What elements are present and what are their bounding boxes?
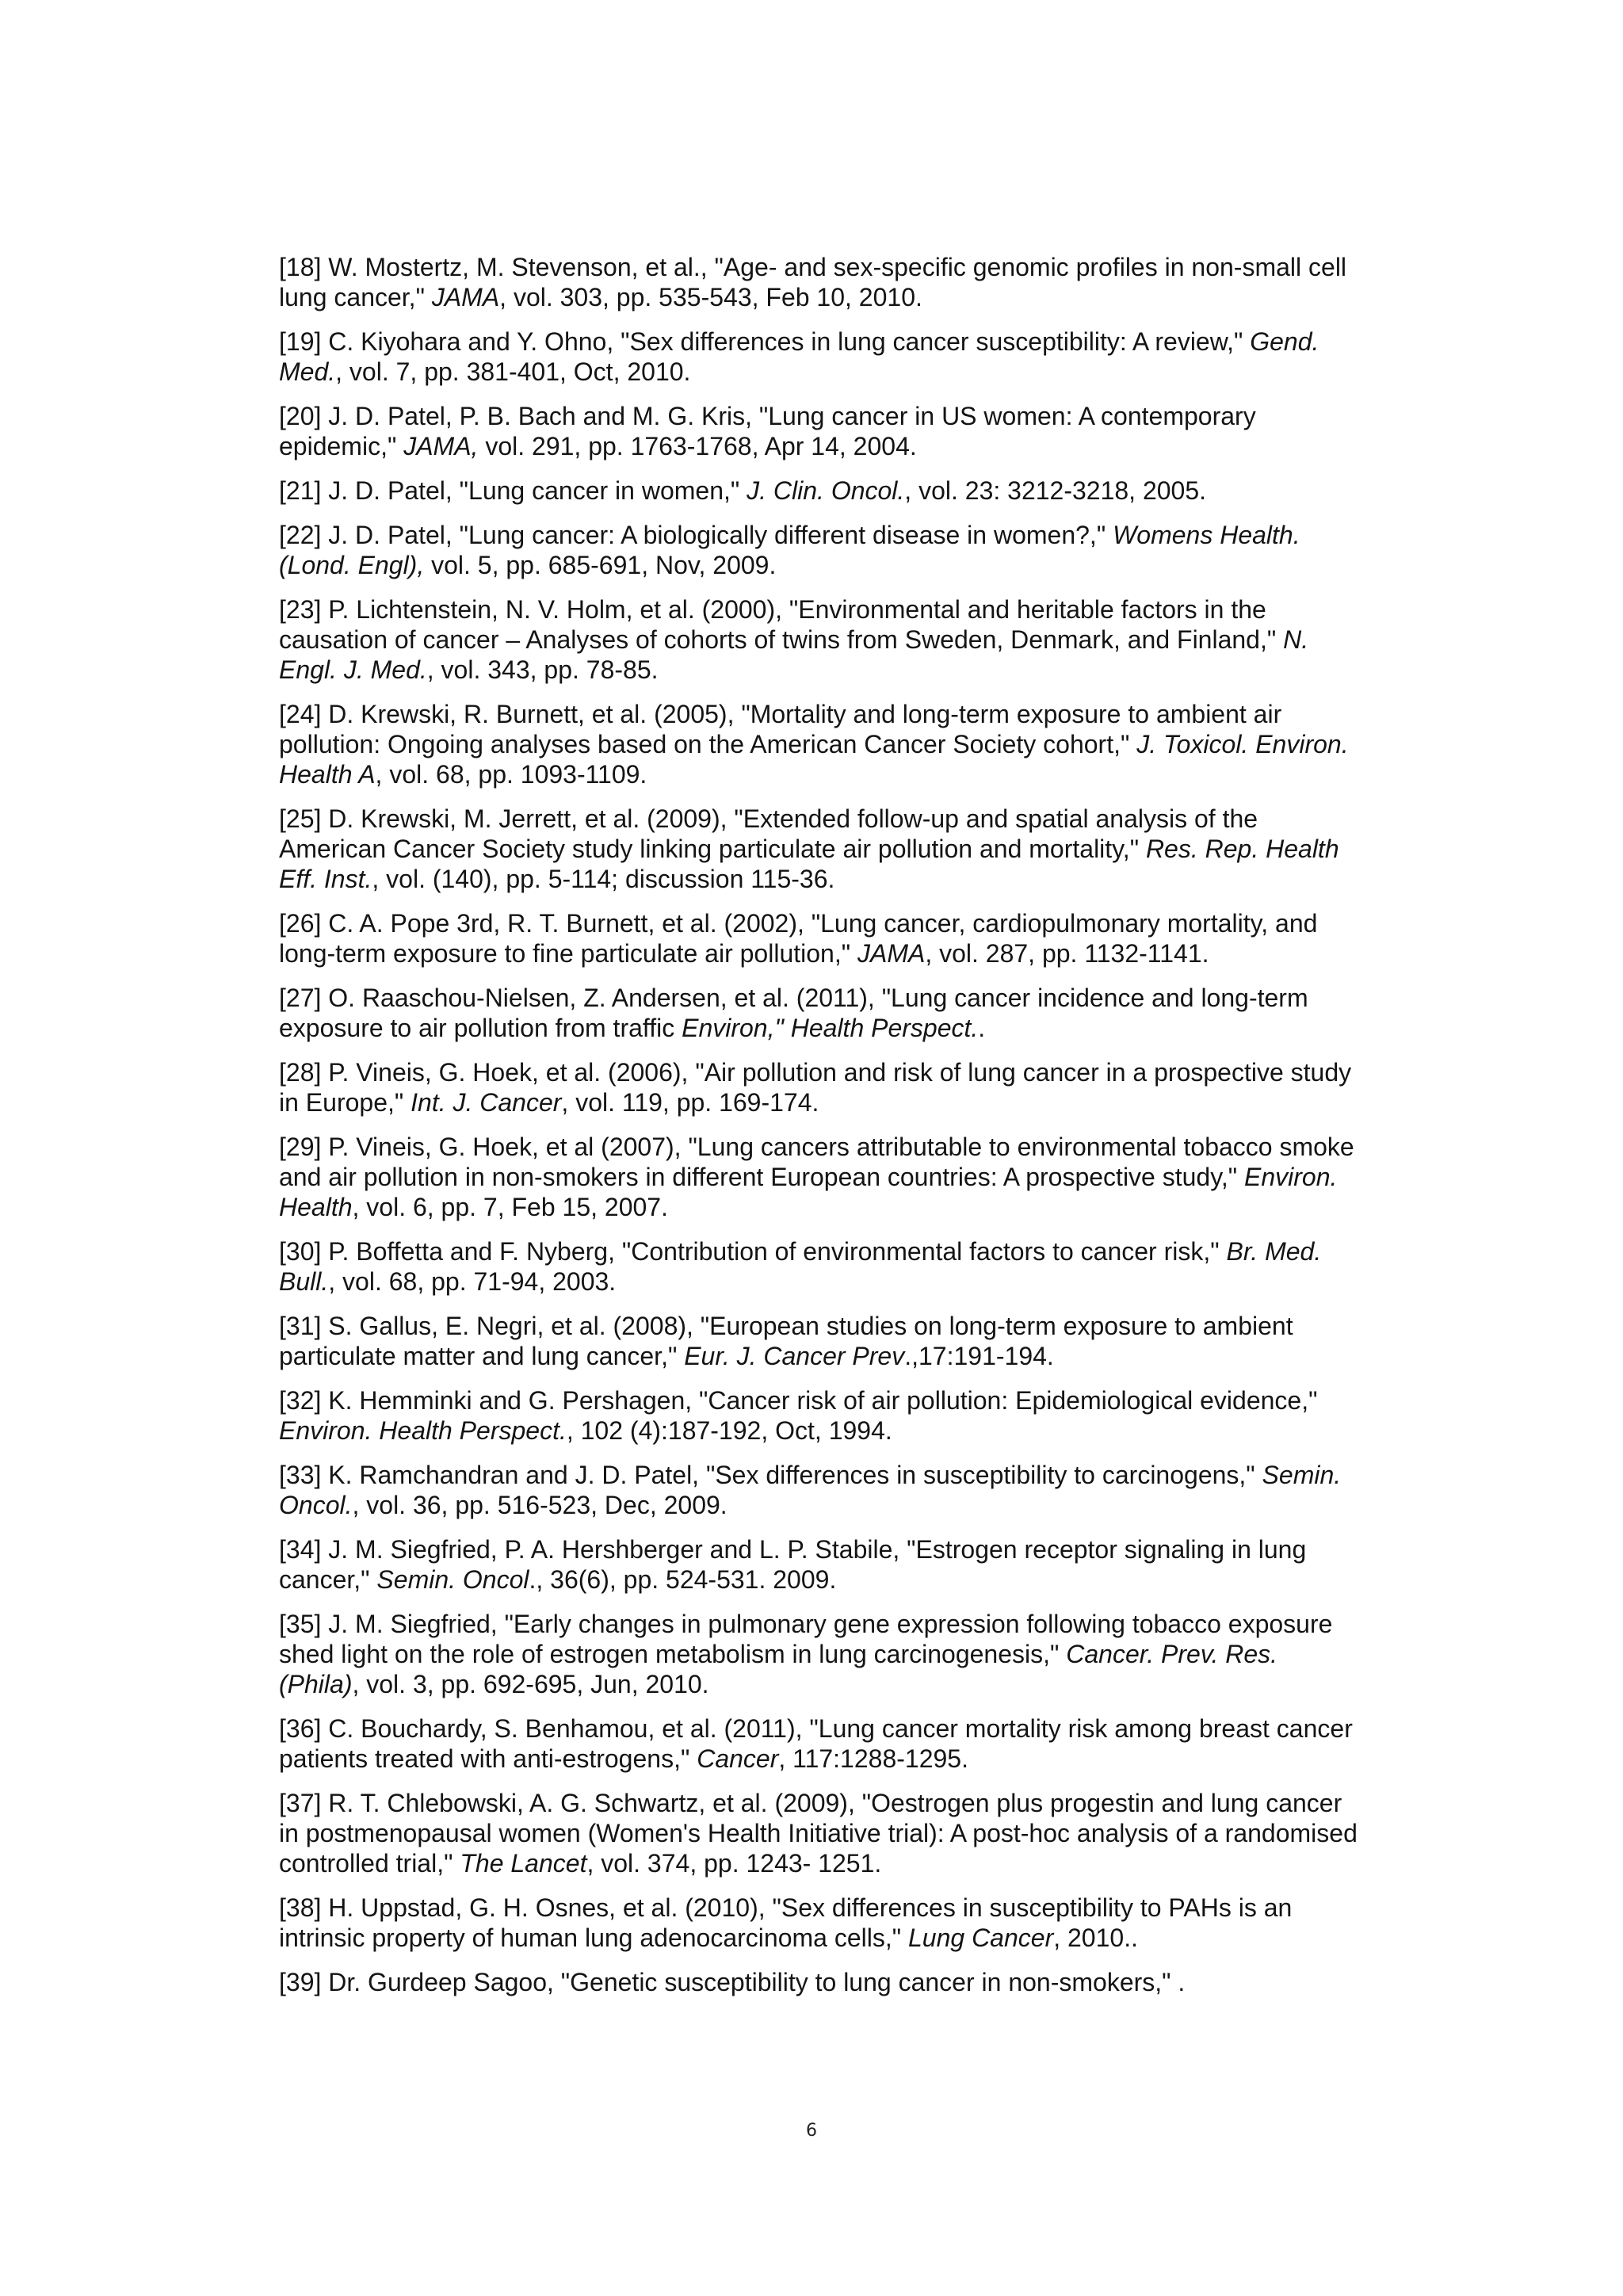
reference-entry bbox=[279, 476, 1365, 506]
reference-number: [29] bbox=[279, 1133, 322, 1161]
reference-entry bbox=[279, 1057, 1365, 1117]
reference-text: P. Vineis, G. Hoek, et al. (2006), "Air pollution and risk of lung cancer in a prospective study in Europe," bbox=[279, 1058, 1352, 1117]
reference-text: . bbox=[978, 1014, 986, 1042]
reference-text: , vol. 3, pp. 692-695, Jun, 2010. bbox=[352, 1670, 709, 1698]
reference-list bbox=[279, 252, 1365, 2011]
reference-text: , vol. 287, pp. 1132-1141. bbox=[925, 939, 1209, 968]
reference-text: J. D. Patel, P. B. Bach and M. G. Kris, "Lung cancer in US women: A contemporary epidemic," bbox=[279, 402, 1256, 460]
reference-text: , vol. (140), pp. 5-114; discussion 115-36. bbox=[372, 865, 835, 893]
reference-entry bbox=[279, 1460, 1365, 1520]
reference-entry bbox=[279, 1609, 1365, 1699]
reference-number: [36] bbox=[279, 1714, 322, 1743]
reference-entry bbox=[279, 401, 1365, 461]
reference-entry bbox=[279, 1236, 1365, 1297]
reference-text: , vol. 119, pp. 169-174. bbox=[561, 1088, 819, 1117]
reference-text: D. Krewski, M. Jerrett, et al. (2009), "Extended follow-up and spatial analysis of the American Cancer Society study linking particulate air pollution and mortality," bbox=[279, 804, 1258, 863]
reference-entry bbox=[279, 983, 1365, 1043]
reference-text: , vol. 23: 3212-3218, 2005. bbox=[904, 476, 1207, 505]
reference-number: [35] bbox=[279, 1610, 322, 1638]
reference-number: [22] bbox=[279, 521, 322, 549]
reference-journal: J. Toxicol. Environ. Health A bbox=[279, 730, 1349, 789]
reference-text: R. T. Chlebowski, A. G. Schwartz, et al. (2009), "Oestrogen plus progestin and lung cancer in postmenopausal women (Women's Health Initiative trial): A post-hoc analysis of a randomised controlled trial," bbox=[279, 1789, 1358, 1878]
reference-journal: Semin. Oncol. bbox=[279, 1461, 1342, 1519]
reference-entry bbox=[279, 1893, 1365, 1953]
reference-text: , vol. 68, pp. 71-94, 2003. bbox=[328, 1267, 617, 1296]
reference-journal: Cancer. Prev. Res. (Phila) bbox=[279, 1640, 1278, 1698]
reference-entry bbox=[279, 327, 1365, 387]
reference-text: vol. 291, pp. 1763-1768, Apr 14, 2004. bbox=[478, 432, 917, 460]
reference-entry bbox=[279, 1132, 1365, 1222]
reference-text: , vol. 303, pp. 535-543, Feb 10, 2010. bbox=[499, 283, 922, 311]
reference-journal: Int. J. Cancer bbox=[411, 1088, 562, 1117]
reference-text: J. D. Patel, "Lung cancer: A biologically different disease in women?," bbox=[321, 521, 1113, 549]
reference-text: J. D. Patel, "Lung cancer in women," bbox=[321, 476, 747, 505]
reference-text: H. Uppstad, G. H. Osnes, et al. (2010), "Sex differences in susceptibility to PAHs is an intrinsic property of human lung adenocarcinoma cells," bbox=[279, 1893, 1293, 1952]
reference-number: [34] bbox=[279, 1535, 322, 1564]
reference-text: S. Gallus, E. Negri, et al. (2008), "European studies on long-term exposure to ambient particulate matter and lung cancer," bbox=[279, 1312, 1293, 1370]
reference-text: P. Lichtenstein, N. V. Holm, et al. (2000), "Environmental and heritable factors in the causation of cancer – Analyses of cohorts of twins from Sweden, Denmark, and Finland," bbox=[279, 595, 1284, 654]
reference-text: , 2010.. bbox=[1053, 1924, 1138, 1952]
reference-entry bbox=[279, 699, 1365, 789]
reference-number: [26] bbox=[279, 909, 322, 938]
reference-number: [31] bbox=[279, 1312, 322, 1340]
reference-text: , vol. 36, pp. 516-523, Dec, 2009. bbox=[352, 1491, 727, 1519]
reference-text: ., 36(6), pp. 524-531. 2009. bbox=[529, 1565, 837, 1594]
reference-journal: Environ. Health bbox=[279, 1163, 1338, 1221]
reference-number: [19] bbox=[279, 327, 322, 356]
reference-number: [32] bbox=[279, 1386, 322, 1415]
reference-text: W. Mostertz, M. Stevenson, et al., "Age- and sex-specific genomic profiles in non-small cell lung cancer," bbox=[279, 253, 1347, 311]
reference-entry bbox=[279, 1534, 1365, 1595]
reference-journal: Br. Med. Bull. bbox=[279, 1237, 1322, 1296]
reference-journal: Environ. Health Perspect. bbox=[279, 1416, 567, 1445]
reference-entry bbox=[279, 1967, 1365, 1997]
reference-number: [39] bbox=[279, 1968, 322, 1996]
reference-text: C. Bouchardy, S. Benhamou, et al. (2011), "Lung cancer mortality risk among breast cancer patients treated with anti-estrogens," bbox=[279, 1714, 1353, 1773]
reference-entry bbox=[279, 1385, 1365, 1446]
reference-entry bbox=[279, 520, 1365, 580]
reference-entry bbox=[279, 252, 1365, 312]
reference-number: [21] bbox=[279, 476, 322, 505]
reference-journal: The Lancet bbox=[460, 1849, 587, 1878]
reference-journal: J. Clin. Oncol. bbox=[747, 476, 905, 505]
reference-journal: N. Engl. J. Med. bbox=[279, 625, 1309, 684]
reference-text: , vol. 68, pp. 1093-1109. bbox=[375, 760, 647, 789]
reference-entry bbox=[279, 594, 1365, 685]
reference-text: vol. 5, pp. 685-691, Nov, 2009. bbox=[424, 551, 777, 579]
reference-text: Dr. Gurdeep Sagoo, "Genetic susceptibility to lung cancer in non-smokers," . bbox=[321, 1968, 1186, 1996]
reference-text: O. Raaschou-Nielsen, Z. Andersen, et al. (2011), "Lung cancer incidence and long-term exposure to air pollution from traffic bbox=[279, 984, 1308, 1042]
reference-number: [38] bbox=[279, 1893, 322, 1922]
reference-number: [28] bbox=[279, 1058, 322, 1087]
reference-journal: JAMA, bbox=[403, 432, 479, 460]
reference-number: [30] bbox=[279, 1237, 322, 1266]
reference-number: [37] bbox=[279, 1789, 322, 1817]
reference-number: [33] bbox=[279, 1461, 322, 1489]
reference-text: K. Ramchandran and J. D. Patel, "Sex differences in susceptibility to carcinogens," bbox=[321, 1461, 1262, 1489]
reference-text: , vol. 7, pp. 381-401, Oct, 2010. bbox=[335, 357, 691, 386]
reference-journal: Res. Rep. Health Eff. Inst. bbox=[279, 835, 1339, 893]
reference-number: [25] bbox=[279, 804, 322, 833]
reference-text: , vol. 6, pp. 7, Feb 15, 2007. bbox=[352, 1193, 668, 1221]
reference-entry bbox=[279, 804, 1365, 894]
reference-text: C. Kiyohara and Y. Ohno, "Sex differences in lung cancer susceptibility: A review," bbox=[321, 327, 1251, 356]
page-number: 6 bbox=[806, 2121, 817, 2141]
reference-text: , vol. 343, pp. 78-85. bbox=[426, 655, 659, 684]
reference-text: P. Vineis, G. Hoek, et al (2007), "Lung cancers attributable to environmental tobacco smoke and air pollution in non-smokers in different European countries: A prospective study," bbox=[279, 1133, 1354, 1191]
reference-journal: JAMA bbox=[857, 939, 926, 968]
reference-journal: Gend. Med. bbox=[279, 327, 1319, 386]
reference-journal: JAMA bbox=[431, 283, 500, 311]
reference-text: J. M. Siegfried, "Early changes in pulmonary gene expression following tobacco exposure shed light on the role of estrogen metabolism in lung carcinogenesis," bbox=[279, 1610, 1333, 1668]
reference-journal: Environ," Health Perspect. bbox=[682, 1014, 979, 1042]
reference-entry bbox=[279, 1788, 1365, 1878]
reference-journal: Semin. Oncol bbox=[376, 1565, 529, 1594]
reference-entry bbox=[279, 1311, 1365, 1371]
reference-number: [27] bbox=[279, 984, 322, 1012]
reference-journal: Womens Health. (Lond. Engl), bbox=[279, 521, 1300, 579]
reference-journal: Eur. J. Cancer Prev bbox=[684, 1342, 905, 1370]
reference-number: [18] bbox=[279, 253, 322, 281]
reference-journal: Cancer bbox=[697, 1744, 779, 1773]
reference-text: , vol. 374, pp. 1243- 1251. bbox=[586, 1849, 882, 1878]
reference-journal: Lung Cancer bbox=[907, 1924, 1054, 1952]
reference-text: J. M. Siegfried, P. A. Hershberger and L. P. Stabile, "Estrogen receptor signaling in lung cancer," bbox=[279, 1535, 1307, 1594]
reference-text: P. Boffetta and F. Nyberg, "Contribution of environmental factors to cancer risk," bbox=[321, 1237, 1227, 1266]
reference-number: [23] bbox=[279, 595, 322, 624]
reference-text: D. Krewski, R. Burnett, et al. (2005), "Mortality and long-term exposure to ambient air pollution: Ongoing analyses based on the American Cancer Society cohort," bbox=[279, 700, 1282, 758]
reference-text: K. Hemminki and G. Pershagen, "Cancer risk of air pollution: Epidemiological evidence," bbox=[321, 1386, 1318, 1415]
reference-text: , 117:1288-1295. bbox=[778, 1744, 968, 1773]
reference-number: [20] bbox=[279, 402, 322, 430]
reference-entry bbox=[279, 1713, 1365, 1774]
reference-text: , 102 (4):187-192, Oct, 1994. bbox=[566, 1416, 892, 1445]
reference-text: C. A. Pope 3rd, R. T. Burnett, et al. (2002), "Lung cancer, cardiopulmonary mortality, and long-term exposure to fine particulate air pollution," bbox=[279, 909, 1318, 968]
reference-text: .,17:191-194. bbox=[904, 1342, 1054, 1370]
reference-number: [24] bbox=[279, 700, 322, 728]
reference-entry bbox=[279, 908, 1365, 968]
